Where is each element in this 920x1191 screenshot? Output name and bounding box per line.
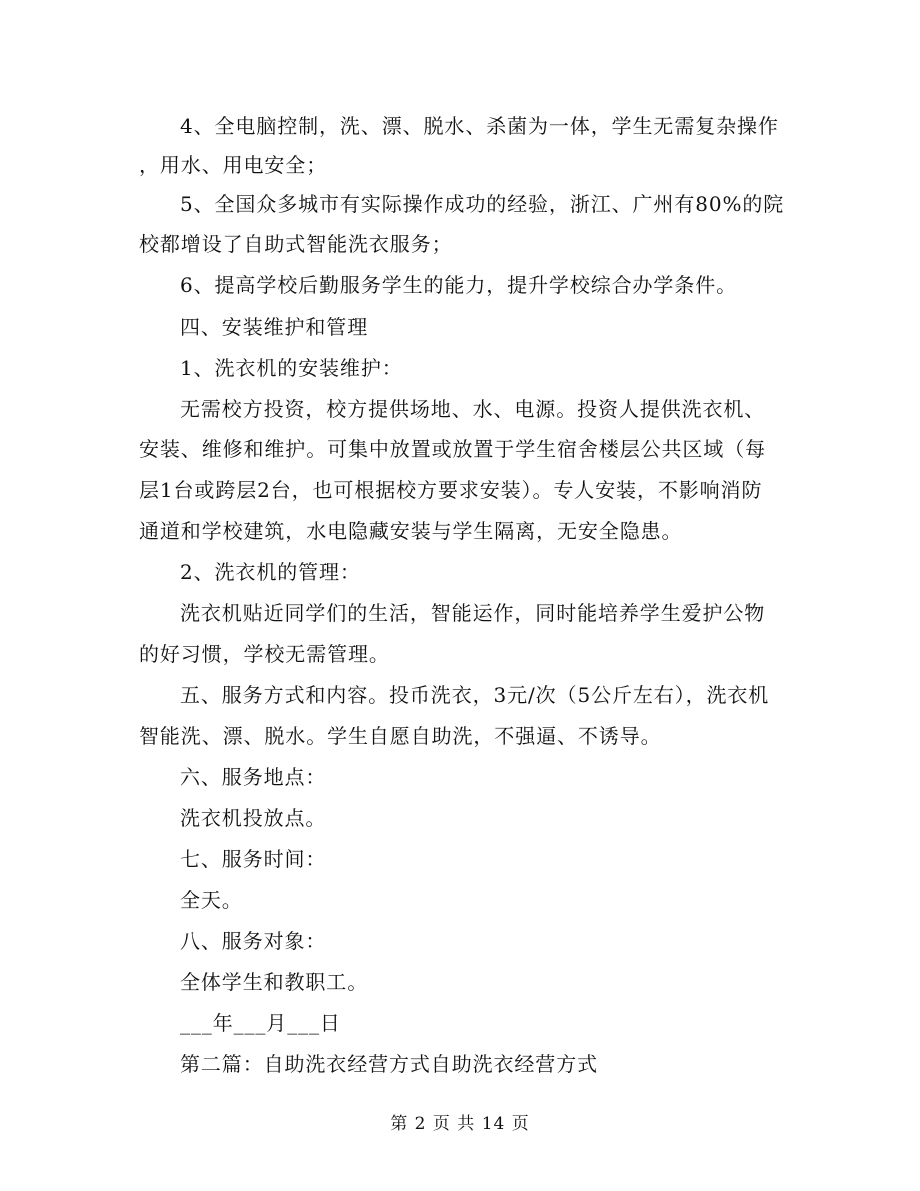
paragraph-line: 洗衣机贴近同学们的生活，智能运作，同时能培养学生爱护公物 [180,601,766,625]
paragraph-line: 智能洗、漂、脱水。学生自愿自助洗，不强逼、不诱导。 [139,724,662,748]
paragraph-line: 通道和学校建筑，水电隐藏安装与学生隔离，无安全隐患。 [139,519,683,543]
paragraph-line: 6、提高学校后勤服务学生的能力，提升学校综合办学条件。 [180,273,738,297]
section-heading: 八、服务对象： [180,929,327,953]
chapter-heading: 第二篇：自助洗衣经营方式自助洗衣经营方式 [180,1052,598,1076]
date-line: ___年___月___日 [180,1011,341,1035]
page-number-footer: 第 2 页 共 14 页 [390,1114,530,1134]
paragraph-line: 全天。 [180,888,243,912]
section-heading: 五、服务方式和内容。投币洗衣，3元/次（5公斤左右），洗衣机 [180,683,770,707]
paragraph-line: 校都增设了自助式智能洗衣服务； [139,232,453,256]
section-heading: 四、安装维护和管理 [180,315,369,339]
subsection-heading: 1、洗衣机的安装维护： [180,356,403,380]
section-heading: 七、服务时间： [180,847,327,871]
paragraph-line: 洗衣机投放点。 [180,806,327,830]
paragraph-line: 全体学生和教职工。 [180,970,369,994]
paragraph-line: 5、全国众多城市有实际操作成功的经验，浙江、广州有80%的院 [180,192,785,216]
subsection-heading: 2、洗衣机的管理： [180,560,361,584]
paragraph-line: 的好习惯，学校无需管理。 [139,642,390,666]
paragraph-line: 安装、维修和维护。可集中放置或放置于学生宿舍楼层公共区域（每 [139,437,766,461]
paragraph-line: 层1台或跨层2台，也可根据校方要求安装）。专人安装，不影响消防 [139,478,763,502]
paragraph-line: 4、全电脑控制，洗、漂、脱水、杀菌为一体，学生无需复杂操作 [180,114,779,138]
section-heading: 六、服务地点： [180,765,327,789]
paragraph-line: ，用水、用电安全； [139,153,328,177]
paragraph-line: 无需校方投资，校方提供场地、水、电源。投资人提供洗衣机、 [180,397,766,421]
